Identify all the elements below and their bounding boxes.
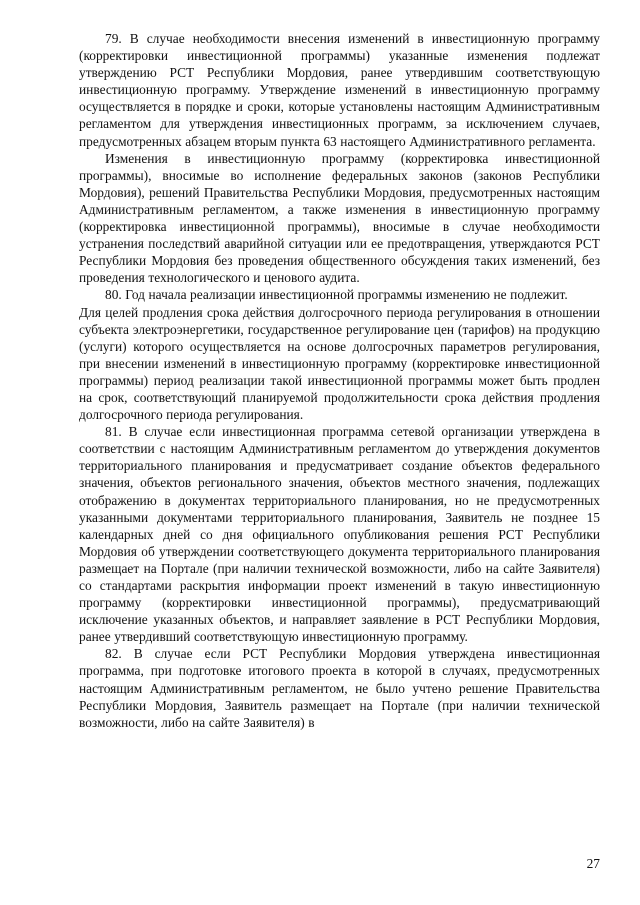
paragraph-81: 81. В случае если инвестиционная программа сетевой организации утверждена в соответствии с настоящим Административным регламентом до утверждения документов территориального планирования и предусматривает создание объектов федерального значения, объектов регионального значения, объектов местного значения, подлежащих отображению в документах территориального планирования, но не предусмотренных указанными документами территориального планирования, Заявитель не позднее 15 календарных дней со дня официального опубликования решения РСТ Республики Мордовия об утверждении соответствующего документа территориального планирования размещает на Портале (при наличии технической возможности, либо на сайте Заявителя) со стандартами раскрытия информации проект изменений в такую инвестиционную программу (корректировки инвестиционной программы), предусматривающий исключение указанных объектов, и направляет заявление в РСТ Республики Мордовия, ранее утвердивший соответствующую инвестиционную программу. [79, 424, 600, 645]
paragraph-80-continuation: Для целей продления срока действия долгосрочного периода регулирования в отношении субъекта электроэнергетики, государственное регулирование цен (тарифов) на продукцию (услуги) которого осуществляется на основе долгосрочных параметров регулирования, при внесении изменений в инвестиционную программу (корректировке инвестиционной программы) период реализации такой инвестиционной программы может быть продлен на срок, соответствующий планируемой продолжительности срока действия продления долгосрочного периода регулирования. [79, 304, 600, 423]
paragraph-79-continuation: Изменения в инвестиционную программу (корректировка инвестиционной программы), вносимые во исполнение федеральных законов (законов Республики Мордовия), решений Правительства Республики Мордовия, предусмотренных настоящим Административным регламентом, а также изменения в инвестиционную программу (корректировка инвестиционной программы), вносимые в случае необходимости устранения последствий аварийной ситуации или ее предотвращения, утверждаются РСТ Республики Мордовия без проведения общественного обсуждения таких изменений, без проведения технологического и ценового аудита. [79, 150, 600, 286]
paragraph-82: 82. В случае если РСТ Республики Мордовия утверждена инвестиционная программа, при подготовке итогового проекта в которой в случаях, предусмотренных настоящим Административным регламентом, не было учтено решение Правительства Республики Мордовия, Заявитель размещает на Портале (при наличии технической возможности, либо на сайте Заявителя) в [79, 646, 600, 730]
page-number: 27 [586, 856, 600, 871]
paragraph-80: 80. Год начала реализации инвестиционной программы изменению не подлежит. [105, 287, 568, 303]
paragraph-79: 79. В случае необходимости внесения изменений в инвестиционную программу (корректировки инвестиционной программы) указанные изменения подлежат утверждению РСТ Республики Мордовия, ранее утвердившим соответствующую инвестиционную программу. Утверждение изменений в инвестиционную программу осуществляется в порядке и сроки, которые установлены настоящим Административным регламентом для утверждения инвестиционных программ, за исключением случаев, предусмотренных абзацем вторым пункта 63 настоящего Административного регламента. [79, 31, 600, 149]
